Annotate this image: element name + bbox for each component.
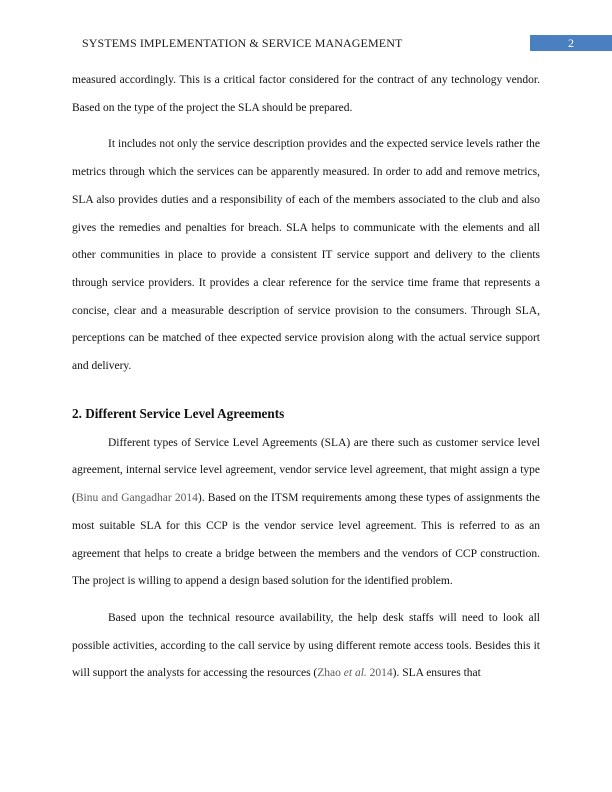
citation-author: Zhao (317, 667, 344, 680)
paragraph-help-desk (72, 605, 540, 688)
citation (317, 667, 392, 679)
citation-year: 2014 (366, 667, 393, 680)
paragraph-text: Different types of Service Level Agreements (SLA) are there such as customer service level agreement, internal service level agreement, vendor service level agreement, that might assign a type ( (72, 436, 540, 505)
section-heading: 2. Different Service Level Agreements (72, 405, 285, 421)
citation-etal: et al. (343, 667, 367, 680)
paragraph-sla-description: It includes not only the service description provides and the expected service levels rather the metrics through which the services can be apparently measured. In order to add and remove metrics, SLA also provides duties and a responsibility of each of the members associated to the club and also gives the remedies and penalties for breach. SLA helps to communicate with the elements and all other communities in place to provide a consistent IT service support and delivery to the clients through service providers. It provides a clear reference for the service time frame that represents a concise, clear and a measurable description of service provision to the consumers. Through SLA, perceptions can be matched of thee expected service provision along with the actual service support and delivery. (72, 138, 540, 373)
paragraph-text: ). Based on the ITSM requirements among these types of assignments the most suitable SLA for this CCP is the vendor service level agreement. This is referred to as an agreement that helps to create a bridge between the members and the vendors of CCP construction. The project is willing to append a design based solution for the identified problem. (72, 492, 541, 588)
paragraph-sla-types (72, 430, 540, 596)
document-body (72, 67, 540, 688)
page-header (0, 33, 612, 53)
paragraph-text: ). SLA ensures that (392, 667, 481, 680)
paragraph-continuation: measured accordingly. This is a critical factor considered for the contract of any technology vendor. Based on the type of the project the SLA should be prepared. (72, 74, 540, 114)
citation: Binu and Gangadhar 2014 (75, 492, 198, 505)
running-head: SYSTEMS IMPLEMENTATION & SERVICE MANAGEMENT (82, 36, 403, 50)
page-number: 2 (530, 35, 612, 51)
paragraph-text: Based upon the technical resource availability, the help desk staffs will need to look all possible activities, according to the call service by using different remote access tools. Besides this it will support the analysts for accessing the resources ( (72, 611, 540, 680)
